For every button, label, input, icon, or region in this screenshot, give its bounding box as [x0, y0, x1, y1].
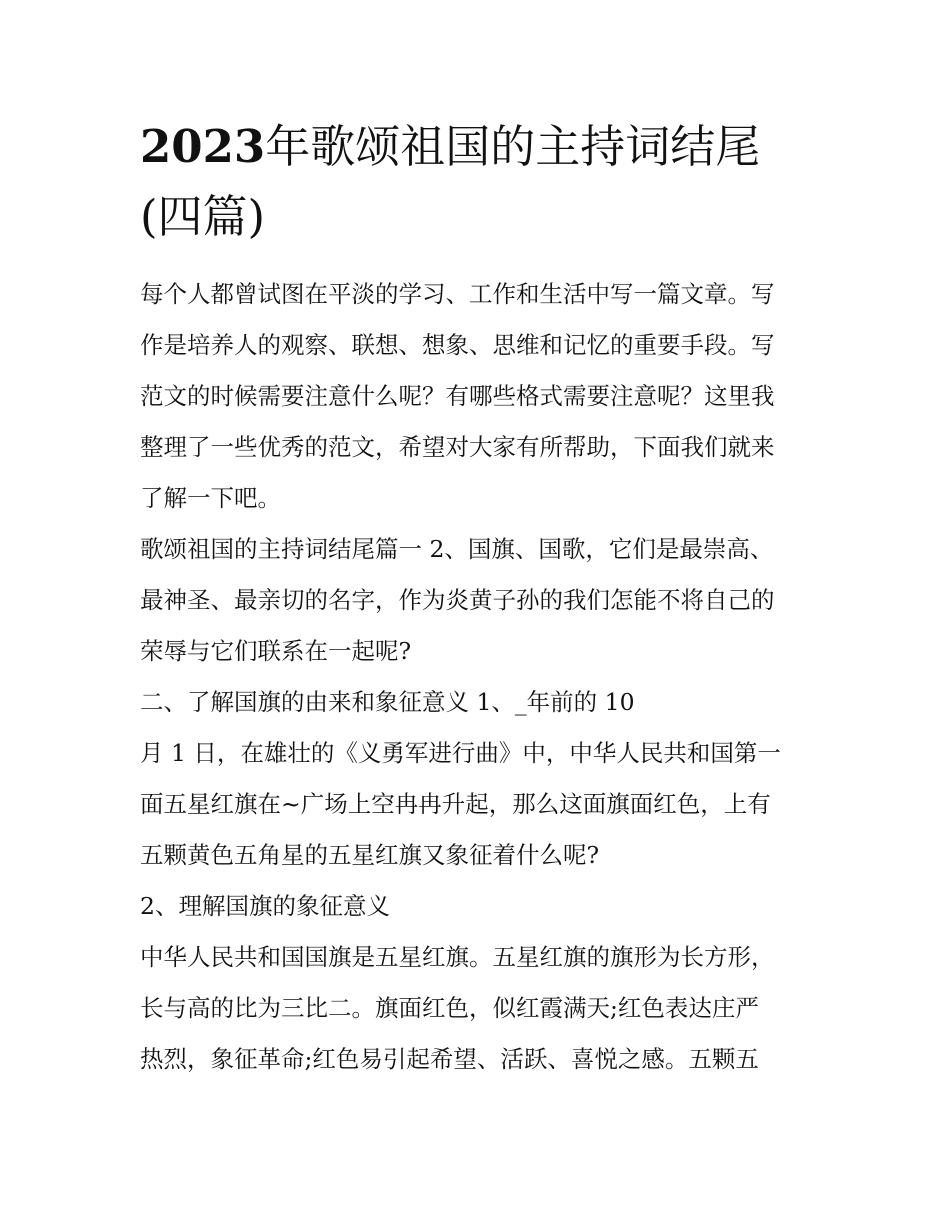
body-line: 热烈，象征革命;红色易引起希望、活跃、喜悦之感。五颗五: [140, 1045, 759, 1073]
body-line: 作是培养人的观察、联想、想象、思维和记忆的重要手段。写: [140, 331, 775, 359]
body-line: 2、理解国旗的象征意义: [140, 892, 390, 920]
body-line: 长与高的比为三比二。旗面红色，似红霞满天;红色表达庄严: [140, 994, 759, 1022]
body-line: 面五星红旗在~广场上空冉冉升起，那么这面旗面红色，上有: [140, 790, 771, 818]
title-year: 2023: [140, 120, 266, 173]
body-line: 每个人都曾试图在平淡的学习、工作和生活中写一篇文章。写: [140, 280, 775, 308]
body-line: 中华人民共和国国旗是五星红旗。五星红旗的旗形为长方形，: [140, 943, 775, 971]
body-line: 荣辱与它们联系在一起呢?: [140, 637, 412, 665]
document-content: [140, 112, 820, 1085]
body-line: 五颗黄色五角星的五星红旗又象征着什么呢?: [140, 841, 600, 869]
body-line: 最神圣、最亲切的名字，作为炎黄子孙的我们怎能不将自己的: [140, 586, 775, 614]
body-line: 范文的时候需要注意什么呢？有哪些格式需要注意呢？这里我: [140, 382, 775, 410]
body-line: 歌颂祖国的主持词结尾篇一 2、国旗、国歌，它们是最崇高、: [140, 535, 774, 563]
title-text: 年歌颂祖国的主持词结尾: [265, 120, 761, 173]
body-text: [140, 269, 820, 1085]
title-subtitle: (四篇): [140, 190, 266, 243]
document-title: [140, 112, 820, 252]
body-line: 整理了一些优秀的范文，希望对大家有所帮助，下面我们就来: [140, 433, 775, 461]
body-line: 了解一下吧。: [140, 484, 281, 512]
body-line: 二、了解国旗的由来和象征意义 1、_年前的 10: [140, 688, 635, 716]
body-line: 月 1 日，在雄壮的《义勇军进行曲》中，中华人民共和国第一: [140, 739, 781, 767]
